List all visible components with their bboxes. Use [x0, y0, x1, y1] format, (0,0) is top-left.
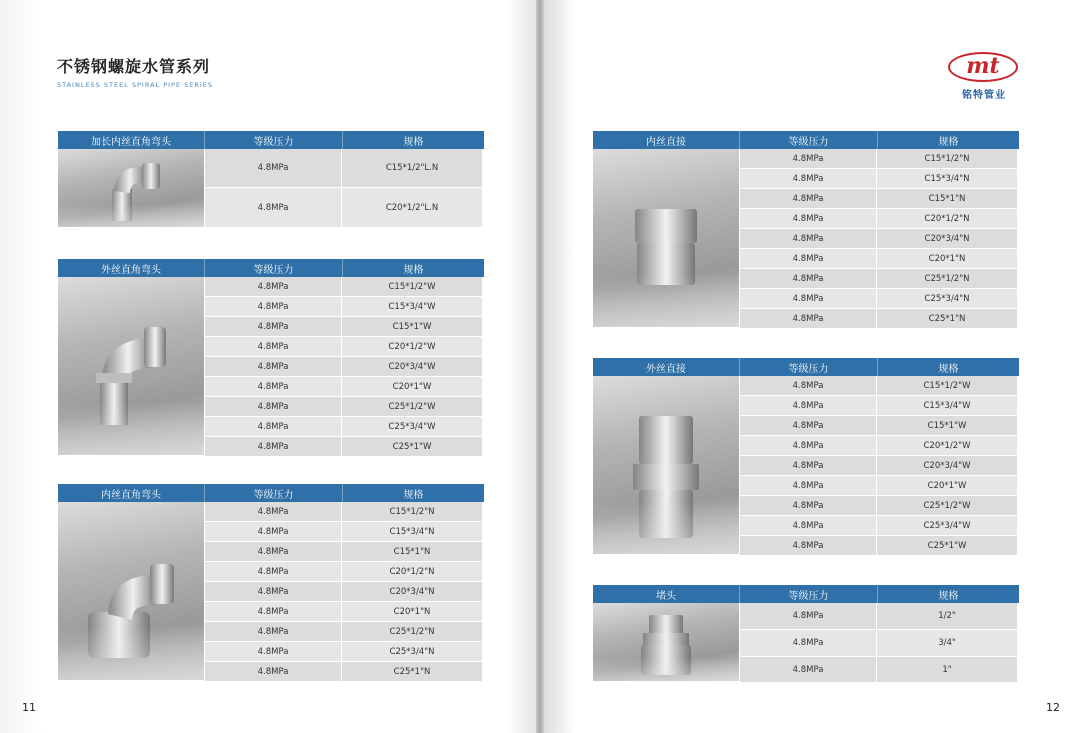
table-row: 4.8MPa C25*1"W [739, 536, 1017, 556]
product-name: 内丝直接 [646, 136, 686, 148]
page-title: 不锈钢螺旋水管系列 [57, 57, 211, 76]
table-row: 4.8MPa 1/2" [739, 603, 1017, 630]
table-row: 4.8MPa C15*1"W [739, 416, 1017, 436]
product-table-female-coupling [593, 131, 1019, 329]
table-header [593, 358, 1019, 376]
spec-header: 规格 [342, 131, 484, 149]
company-logo [948, 52, 1020, 100]
table-row: 4.8MPa C25*1/2"W [739, 496, 1017, 516]
elbow-fitting-image [58, 149, 204, 227]
spec-header: 规格 [877, 358, 1019, 376]
table-row: 4.8MPa C25*3/4"W [204, 417, 482, 437]
product-table-plug [593, 585, 1019, 683]
pressure-header: 等级压力 [739, 131, 877, 149]
table-row: 4.8MPa C25*3/4"N [204, 642, 482, 662]
table-row: 4.8MPa C15*1/2"W [204, 277, 482, 297]
table-row: 4.8MPa C25*1"W [204, 437, 482, 457]
spec-header: 规格 [342, 484, 484, 502]
table-header [58, 259, 484, 277]
product-table-male-elbow [58, 259, 484, 457]
table-row: 4.8MPa C20*3/4"N [204, 582, 482, 602]
table-header [58, 484, 484, 502]
coupling-fitting-image [593, 149, 739, 327]
logo-company-name: 铭特管业 [962, 90, 1006, 101]
page-number-right: 12 [1046, 701, 1060, 714]
table-header [593, 585, 1019, 603]
coupling-fitting-image [593, 376, 739, 554]
pressure-header: 等级压力 [204, 259, 342, 277]
table-row: 4.8MPa C20*1"W [739, 476, 1017, 496]
table-row: 4.8MPa C20*1"W [204, 377, 482, 397]
product-name: 堵头 [656, 590, 676, 602]
table-header [58, 131, 484, 149]
product-photo [593, 149, 739, 327]
table-row: 4.8MPa C15*1"N [204, 542, 482, 562]
table-row: 4.8MPa C25*1"N [204, 662, 482, 682]
product-table-extended-female-elbow [58, 131, 484, 228]
table-row: 4.8MPa C15*3/4"W [204, 297, 482, 317]
pressure-header: 等级压力 [204, 131, 342, 149]
table-row: 4.8MPa C25*1/2"N [204, 622, 482, 642]
table-row: 4.8MPa 1" [739, 657, 1017, 683]
table-row: 4.8MPa C20*1/2"N [739, 209, 1017, 229]
spec-header: 规格 [342, 259, 484, 277]
table-row: 4.8MPa C15*1/2"L.N [204, 149, 482, 188]
table-row: 4.8MPa C20*1/2"L.N [204, 188, 482, 228]
pressure-header: 等级压力 [739, 358, 877, 376]
product-photo [593, 376, 739, 554]
elbow-fitting-image [58, 277, 204, 455]
table-row: 4.8MPa C15*1"N [739, 189, 1017, 209]
table-row: 4.8MPa C20*3/4"W [739, 456, 1017, 476]
table-row: 4.8MPa C20*1"N [739, 249, 1017, 269]
product-table-female-elbow [58, 484, 484, 682]
product-photo [593, 603, 739, 681]
table-header [593, 131, 1019, 149]
table-row: 4.8MPa C20*1/2"N [204, 562, 482, 582]
product-table-male-coupling [593, 358, 1019, 556]
table-row: 4.8MPa C25*1/2"W [204, 397, 482, 417]
product-name: 内丝直角弯头 [101, 489, 161, 501]
product-name: 外丝直接 [646, 363, 686, 375]
table-row: 4.8MPa C25*1"N [739, 309, 1017, 329]
table-row: 4.8MPa C20*3/4"W [204, 357, 482, 377]
page-number-left: 11 [22, 701, 36, 714]
table-row: 4.8MPa C15*1"W [204, 317, 482, 337]
product-name: 加长内丝直角弯头 [91, 136, 171, 148]
table-row: 4.8MPa C20*1/2"W [739, 436, 1017, 456]
table-row: 4.8MPa C15*1/2"W [739, 376, 1017, 396]
table-row: 4.8MPa C15*1/2"N [204, 502, 482, 522]
spec-header: 规格 [877, 585, 1019, 603]
pressure-header: 等级压力 [204, 484, 342, 502]
product-photo [58, 149, 204, 227]
logo-mark: mt [966, 53, 1000, 79]
table-row: 4.8MPa C20*1/2"W [204, 337, 482, 357]
table-row: 4.8MPa C15*3/4"N [739, 169, 1017, 189]
table-row: 4.8MPa C15*3/4"N [204, 522, 482, 542]
product-photo [58, 277, 204, 455]
pressure-header: 等级压力 [739, 585, 877, 603]
table-row: 4.8MPa C25*3/4"N [739, 289, 1017, 309]
book-spine [536, 0, 544, 733]
table-row: 4.8MPa C20*1"N [204, 602, 482, 622]
table-row: 4.8MPa C25*3/4"W [739, 516, 1017, 536]
table-row: 4.8MPa C15*3/4"W [739, 396, 1017, 416]
table-row: 4.8MPa 3/4" [739, 630, 1017, 657]
table-row: 4.8MPa C20*3/4"N [739, 229, 1017, 249]
table-row: 4.8MPa C15*1/2"N [739, 149, 1017, 169]
product-name: 外丝直角弯头 [101, 264, 161, 276]
spec-header: 规格 [877, 131, 1019, 149]
table-row: 4.8MPa C25*1/2"N [739, 269, 1017, 289]
plug-fitting-image [593, 603, 739, 681]
elbow-fitting-image [58, 502, 204, 680]
page-subtitle: STAINLESS STEEL SPIRAL PIPE SERIES [57, 81, 214, 89]
product-photo [58, 502, 204, 680]
